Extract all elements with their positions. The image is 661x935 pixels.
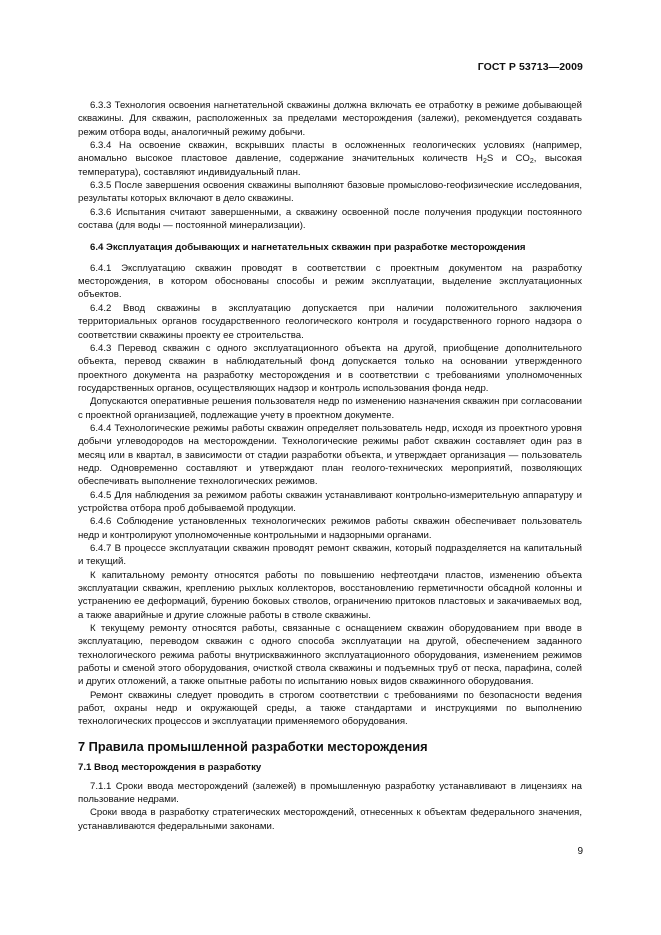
page-number: 9 [577, 846, 583, 857]
standard-header: ГОСТ Р 53713—2009 [477, 61, 583, 73]
paragraph-6-4-4: 6.4.4 Технологические режимы работы скважин определяет пользователь недр, исходя из проектного уровня добычи углеводородов на месторождении. Технологические режимы работ скважин составляет один раз в месяц или в квартал, в зависимости от стадии разработки объекта, и утверждает организация — пользователь недр. Одновременно составляют и утверждают план геолого-технических мероприятий, позволяющих обеспечивать выполнение технологических режимов. [78, 422, 582, 488]
section-7-1-heading: 7.1 Ввод месторождения в разработку [78, 762, 262, 774]
section-7-heading: 7 Правила промышленной разработки месторождения [78, 738, 428, 754]
paragraph-current-repair: К текущему ремонту относятся работы, связанные с оснащением скважин оборудованием при вводе в эксплуатацию, переводом скважин с одного способа эксплуатации на другой, обеспечением заданного технологического режима работы внутрискважинного эксплуатационного оборудования, изменением режимов работы и сменой этого оборудования, очисткой ствола скважины и подъемных труб от песка, парафина, солей и других отложений, а также опытные работы по испытанию новых видов скважинного оборудования. [78, 623, 582, 688]
section-6-4-heading: 6.4 Эксплуатация добывающих и нагнетательных скважин при разработке месторождения [90, 242, 526, 254]
paragraph-7-1-1-strategic: Сроки ввода в разработку стратегических месторождений, отнесенных к объектам федерального значения, устанавливаются федеральными законами. [78, 807, 582, 832]
paragraph-6-3-6: 6.3.6 Испытания считают завершенными, а скважину освоенной после получения продукции постоянного состава (для воды — постоянной минерализации). [78, 206, 582, 232]
paragraph-6-3-3: 6.3.3 Технология освоения нагнетательной скважины должна включать ее отработку в режиме добывающей скважины. Для скважин, расположенных за пределами месторождения (залежи), рекомендуется создавать режим отбора воды, аналогичный режиму добычи. [78, 100, 582, 138]
document-body [78, 99, 582, 833]
paragraph-6-4-5: 6.4.5 Для наблюдения за режимом работы скважин устанавливают контрольно-измерительную аппаратуру и устройства отбора проб добываемой продукции. [78, 489, 582, 514]
paragraph-7-1-1: 7.1.1 Сроки ввода месторождений (залежей) в промышленную разработку устанавливают в лицензиях на пользование недрами. [78, 780, 582, 805]
paragraph-6-4-1: 6.4.1 Эксплуатацию скважин проводят в соответствии с проектным документом на разработку месторождения, в котором обоснованы способы и режим эксплуатации, выделение эксплуатационных объектов. [78, 262, 582, 301]
paragraph-6-3-4: 6.3.4 На освоение скважин, вскрывших пласты в осложненных геологических условиях (например, аномально высокое пластовое давление, содержание значительных количеств $H_2S$ и $CO_2$, высокая температура), составляют индивидуальный план. [78, 140, 583, 178]
paragraph-6-4-7: 6.4.7 В процессе эксплуатации скважин проводят ремонт скважин, который подразделяется на капитальный и текущий. [78, 543, 582, 568]
paragraph-6-4-3: 6.4.3 Перевод скважин с одного эксплуатационного объекта на другой, приобщение дополнительного объекта, перевод скважин в наблюдательный фонд допускается только на основании утвержденного проектного документа на разработку месторождения и в соответствии с требованиями уполномоченных государственных органов, осуществляющих надзор и контроль использования фонда недр. [78, 342, 582, 394]
paragraph-6-4-6: 6.4.6 Соблюдение установленных технологических режимов работы скважин обеспечивает пользователь недр и контролируют уполномоченные контрольными и надзорными органами. [78, 516, 582, 541]
paragraph-capital-repair: К капитальному ремонту относятся работы по повышению нефтеотдачи пластов, изменению объекта эксплуатации скважин, креплению рыхлых коллекторов, восстановлению герметичности обсадной колонны и устранению ее деформаций, бурению боковых стволов, ограничению притоков пластовых и закачиваемых вод, а также аварийные и другие сложные работы в стволе скважины. [78, 569, 582, 621]
paragraph-6-4-3-note: Допускаются оперативные решения пользователя недр по изменению назначения скважин при согласовании с проектной организацией, подлежащие учету в проектном документе. [78, 396, 582, 421]
paragraph-repair-safety: Ремонт скважины следует проводить в строгом соответствии с требованиями по безопасности ведения работ, охраны недр и окружающей среды, а также стандартами и инструкциями по выполнению технологических процессов и эксплуатации применяемого оборудования. [78, 689, 582, 728]
paragraph-6-4-2: 6.4.2 Ввод скважины в эксплуатацию допускается при наличии положительного заключения территориальных органов государственного геологического контроля и государственного горного надзора о соответствии скважины проекту ее строительства. [78, 302, 582, 341]
paragraph-6-3-5: 6.3.5 После завершения освоения скважины выполняют базовые промыслово-геофизические исследования, результаты которых включают в дело скважины. [78, 180, 582, 205]
